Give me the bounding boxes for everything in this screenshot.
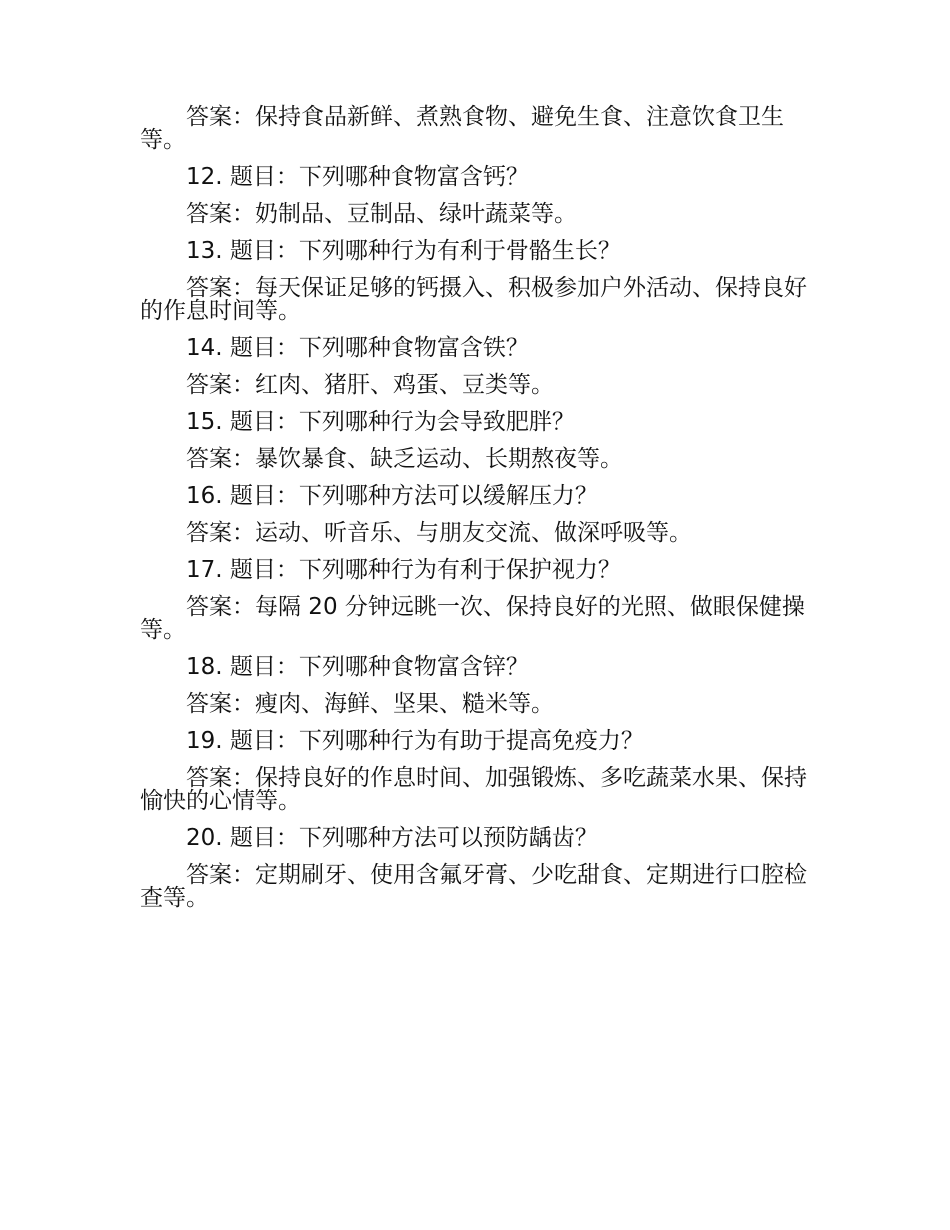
question-paragraph: 15. 题目：下列哪种行为会导致肥胖？ [186, 409, 575, 435]
question-paragraph: 19. 题目：下列哪种行为有助于提高免疫力？ [186, 728, 644, 754]
question-paragraph: 13. 题目：下列哪种行为有利于骨骼生长？ [186, 238, 621, 264]
answer-paragraph: 答案：奶制品、豆制品、绿叶蔬菜等。 [186, 201, 577, 227]
document-body [140, 106, 810, 924]
answer-paragraph: 答案：定期刷牙、使用含氟牙膏、少吃甜食、定期进行口腔检查等。 [140, 862, 807, 911]
question-paragraph: 17. 题目：下列哪种行为有利于保护视力？ [186, 557, 621, 583]
answer-paragraph: 答案：每隔 20 分钟远眺一次、保持良好的光照、做眼保健操等。 [140, 594, 805, 643]
answer-paragraph: 答案：保持食品新鲜、煮熟食物、避免生食、注意饮食卫生等。 [140, 104, 784, 153]
answer-paragraph: 答案：暴饮暴食、缺乏运动、长期熬夜等。 [186, 446, 623, 472]
question-paragraph: 12. 题目：下列哪种食物富含钙？ [186, 164, 529, 190]
answer-paragraph: 答案：运动、听音乐、与朋友交流、做深呼吸等。 [186, 520, 692, 546]
question-paragraph: 16. 题目：下列哪种方法可以缓解压力？ [186, 483, 598, 509]
answer-paragraph: 答案：瘦肉、海鲜、坚果、糙米等。 [186, 691, 554, 717]
answer-paragraph: 答案：保持良好的作息时间、加强锻炼、多吃蔬菜水果、保持愉快的心情等。 [140, 765, 807, 814]
question-paragraph: 14. 题目：下列哪种食物富含铁？ [186, 335, 529, 361]
question-paragraph: 20. 题目：下列哪种方法可以预防龋齿？ [186, 825, 598, 851]
question-paragraph: 18. 题目：下列哪种食物富含锌？ [186, 654, 529, 680]
answer-paragraph: 答案：红肉、猪肝、鸡蛋、豆类等。 [186, 372, 554, 398]
answer-paragraph: 答案：每天保证足够的钙摄入、积极参加户外活动、保持良好的作息时间等。 [140, 275, 807, 324]
